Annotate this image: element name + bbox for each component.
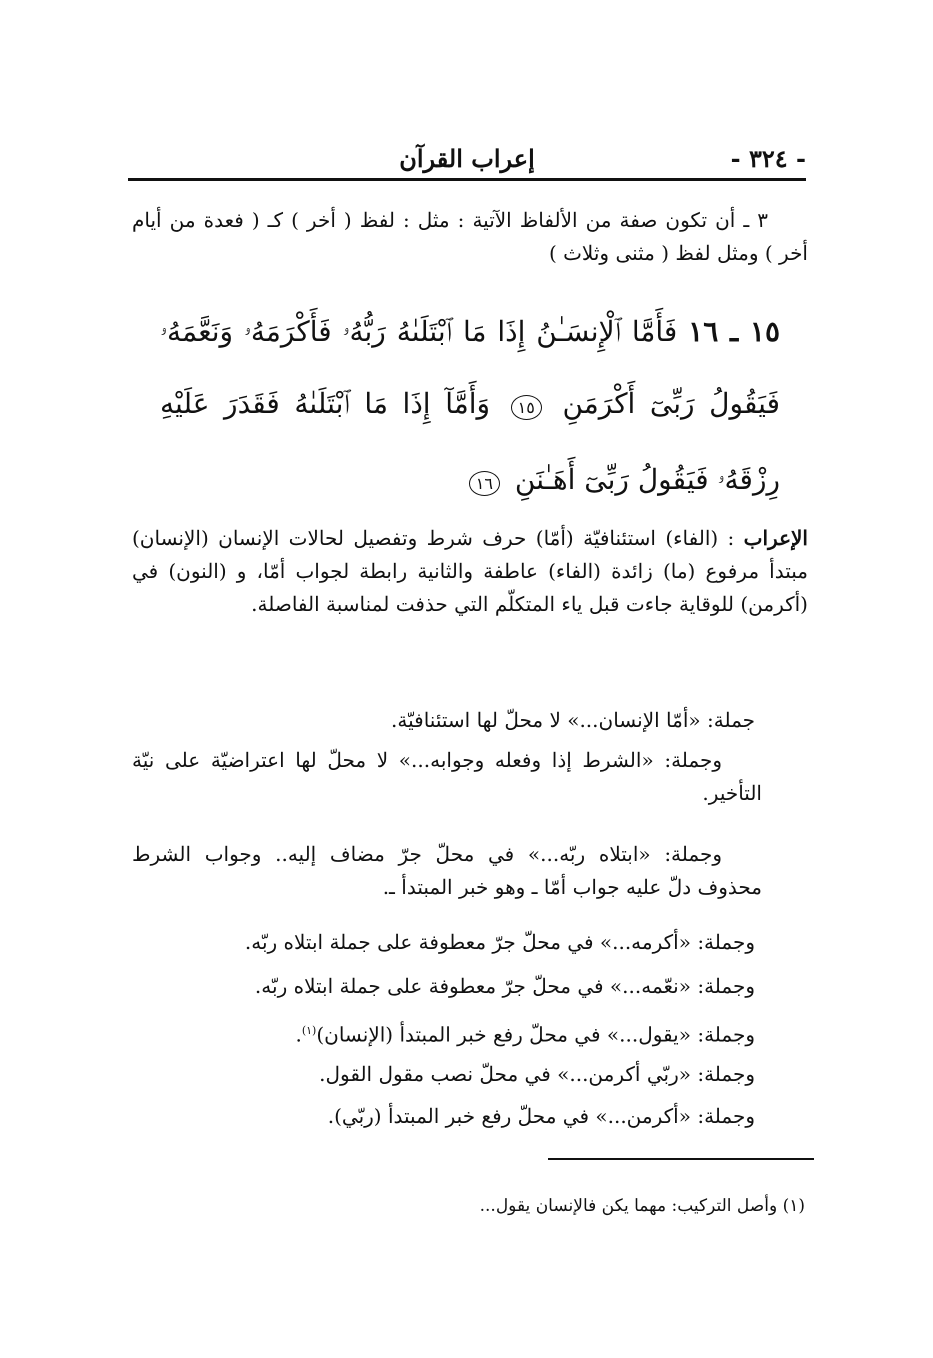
sentence-7: وجملة: «ربّي أكرمن...» في محلّ نصب مقول القول. xyxy=(319,1062,755,1086)
irab-label: الإعراب xyxy=(743,526,808,550)
header-rule xyxy=(128,178,806,181)
sentence-4: وجملة: «أكرمه...» في محلّ جرّ معطوفة على جملة ابتلاه ربّه. xyxy=(244,930,755,954)
irab-text: : (الفاء) استئنافيّة (أمّا) حرف شرط وتفصيل لحالات الإنسان (الإنسان) مبتدأ مرفوع (ما) زائدة (الفاء) عاطفة والثانية رابطة لجواب أمّا، و (النون) في (أكرمن) للوقاية جاءت قبل ياء المتكلّم التي حذفت لمناسبة الفاصلة. xyxy=(132,526,808,616)
verse-number: ١٥ ـ ١٦ xyxy=(688,315,780,348)
footnote-rule xyxy=(548,1158,814,1160)
sentence-3: وجملة: «ابتلاه ربّه...» في محلّ جرّ مضاف إليه.. وجواب الشرط محذوف دلّ عليه جواب أمّا ـ وهو خبر المبتدأ ـ. xyxy=(132,842,762,899)
page-number: - ٣٢٤ - xyxy=(730,143,806,173)
quran-verse xyxy=(160,296,780,520)
sentence-6-text: وجملة: «يقول...» في محلّ رفع خبر المبتدأ (الإنسان) xyxy=(316,1022,755,1047)
sentence-8: وجملة: «أكرمن...» في محلّ رفع خبر المبتدأ (ربّي). xyxy=(327,1104,755,1128)
sentence-1: جملة: «أمّا الإنسان...» لا محلّ لها استئنافيّة. xyxy=(391,708,755,732)
footnote: (١) وأصل التركيب: مهما يكن فالإنسان يقول... xyxy=(479,1196,805,1216)
ayah-marker-15: ١٥ xyxy=(511,395,542,420)
ayah-marker-16: ١٦ xyxy=(469,471,500,496)
sentence-2: وجملة: «الشرط إذا وفعله وجوابه...» لا محلّ لها اعتراضيّة على نيّة التأخير. xyxy=(132,748,762,805)
book-title: إعراب القرآن xyxy=(399,143,535,173)
page-header xyxy=(128,138,806,178)
intro-paragraph: ٣ ـ أن تكون صفة من الألفاظ الآتية : مثل : لفظ ( أخر ) كـ ( فعدة من أيام أخر ) ومثل لفظ ( مثنى وثلاث ) xyxy=(132,208,808,265)
sentence-6: وجملة: «يقول...» في محلّ رفع خبر المبتدأ (الإنسان)$^{(١)}$. xyxy=(295,1022,755,1047)
sentence-5: وجملة: «نعّمه...» في محلّ جرّ معطوفة على جملة ابتلاه ربّه. xyxy=(254,974,755,998)
verse-text-1: فَأَمَّا ٱلْإِنسَـٰنُ إِذَا مَا ٱبْتَلَىٰهُ رَبُّهُۥ فَأَكْرَمَهُۥ وَنَعَّمَهُۥ فَيَقُولُ رَبِّىٓ أَكْرَمَنِ xyxy=(160,315,780,420)
verse-text-2: وَأَمَّآ إِذَا مَا ٱبْتَلَىٰهُ فَقَدَرَ عَلَيْهِ رِزْقَهُۥ فَيَقُولُ رَبِّىٓ أَهَـٰنَنِ xyxy=(160,387,780,496)
footnote-ref: (١) xyxy=(301,1024,317,1037)
irab-paragraph xyxy=(132,522,808,621)
